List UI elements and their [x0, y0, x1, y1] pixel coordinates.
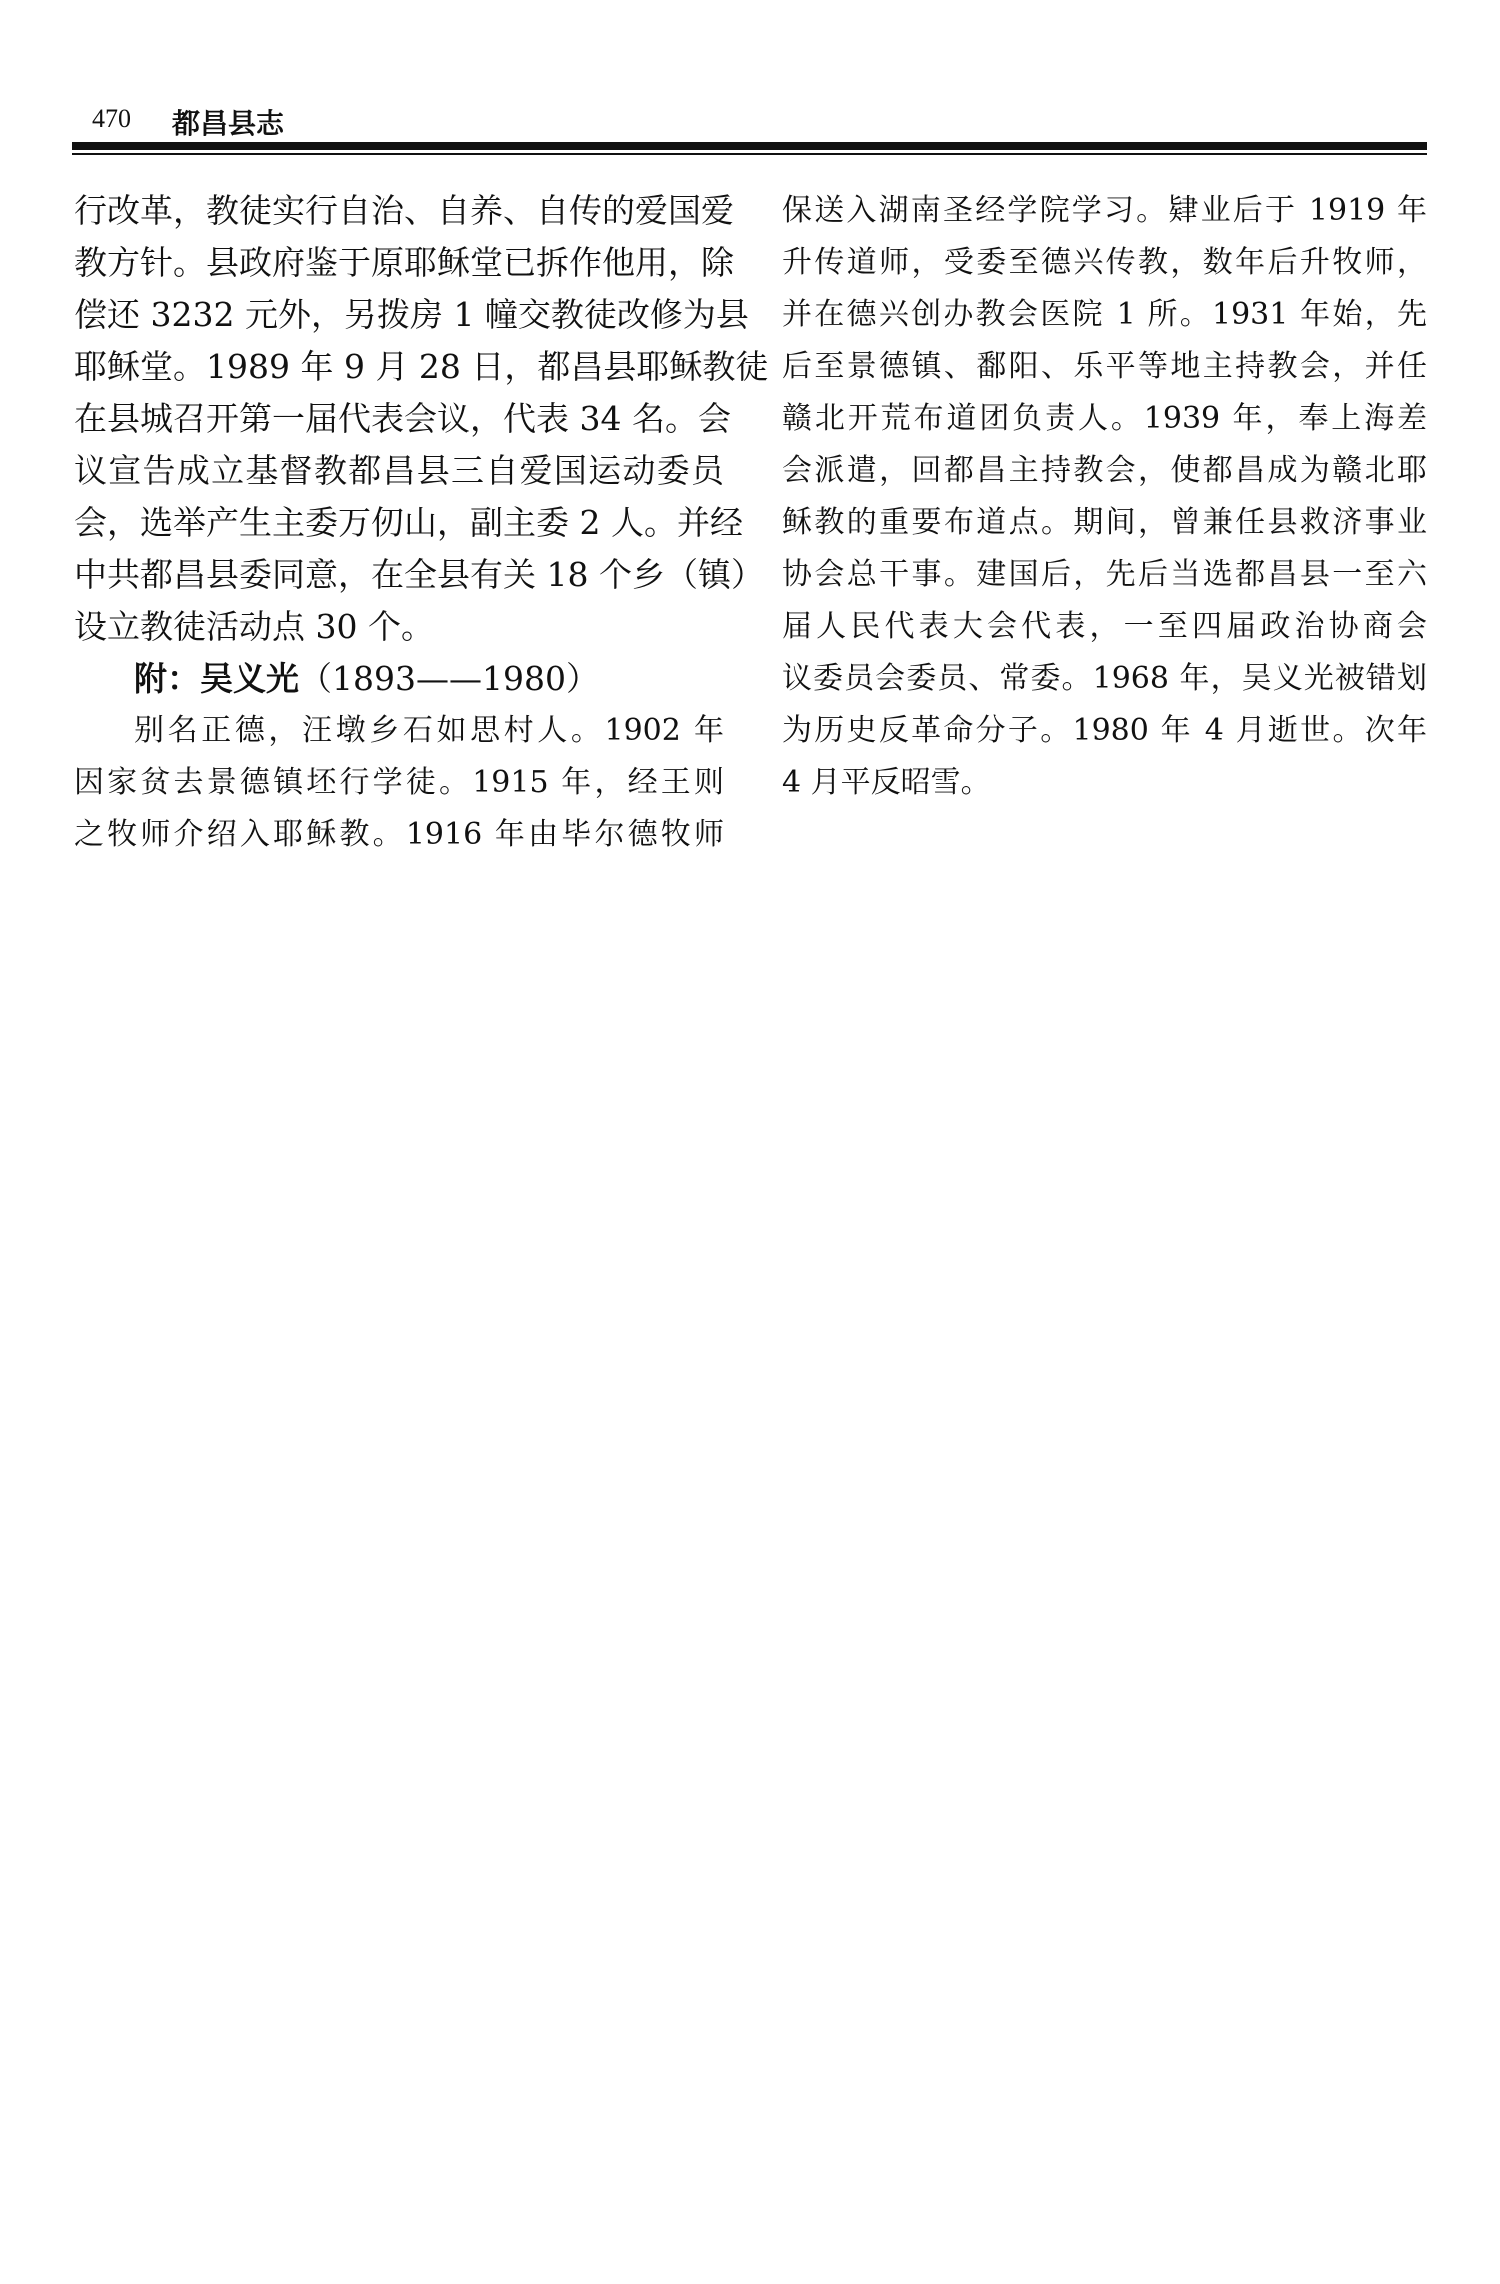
page-header: [72, 100, 1427, 144]
appendix-title-name: 附：吴义光: [134, 659, 299, 698]
text-line: 偿还 3232 元外，另拨房 1 幢交教徒改修为县: [74, 295, 749, 334]
bio-line: 保送入湖南圣经学院学习。肄业后于 1919 年: [782, 193, 1427, 228]
text-line: 议宣告成立基督教都昌县三自爱国运动委员: [74, 451, 724, 490]
appendix-title-years: （1893——1980）: [299, 659, 599, 698]
header-rule-thin: [72, 153, 1427, 155]
text-line: 行改革，教徒实行自治、自养、自传的爱国爱: [74, 191, 734, 230]
text-line: 教方针。县政府鉴于原耶稣堂已拆作他用，除: [74, 243, 734, 282]
bio-line: 并在德兴创办教会医院 1 所。1931 年始，先: [782, 297, 1427, 332]
book-title: 都昌县志: [172, 107, 285, 140]
bio-line: 为历史反革命分子。1980 年 4 月逝世。次年: [782, 713, 1427, 748]
bio-line: 别名正德，汪墩乡石如思村人。1902 年: [134, 713, 724, 748]
bio-line: 因家贫去景德镇坯行学徒。1915 年，经王则: [74, 765, 724, 800]
text-line: 中共都昌县委同意，在全县有关 18 个乡（镇）: [74, 555, 764, 594]
bio-line: 4 月平反昭雪。: [782, 765, 991, 800]
left-column: [74, 185, 769, 861]
bio-line: 协会总干事。建国后，先后当选都昌县一至六: [782, 557, 1427, 592]
bio-line: 议委员会委员、常委。1968 年，吴义光被错划: [782, 661, 1427, 696]
bio-line: 后至景德镇、鄱阳、乐平等地主持教会，并任: [782, 349, 1427, 384]
page-number: 470: [92, 104, 131, 133]
bio-line: 之牧师介绍入耶稣教。1916 年由毕尔德牧师: [74, 817, 724, 852]
text-line: 耶稣堂。1989 年 9 月 28 日，都昌县耶稣教徒: [74, 347, 769, 386]
header-rule-thick: [72, 142, 1427, 150]
bio-line: 届人民代表大会代表，一至四届政治协商会: [782, 609, 1427, 644]
text-line: 设立教徒活动点 30 个。: [74, 607, 434, 646]
text-line: 会，选举产生主委万仞山，副主委 2 人。并经: [74, 503, 743, 542]
right-column: [782, 185, 1427, 809]
bio-line: 稣教的重要布道点。期间，曾兼任县救济事业: [782, 505, 1427, 540]
bio-line: 赣北开荒布道团负责人。1939 年，奉上海差: [782, 401, 1427, 436]
bio-line: 升传道师，受委至德兴传教，数年后升牧师，: [782, 245, 1427, 280]
appendix-title: [74, 653, 724, 705]
bio-line: 会派遣，回都昌主持教会，使都昌成为赣北耶: [782, 453, 1427, 488]
text-line: 在县城召开第一届代表会议，代表 34 名。会: [74, 399, 731, 438]
